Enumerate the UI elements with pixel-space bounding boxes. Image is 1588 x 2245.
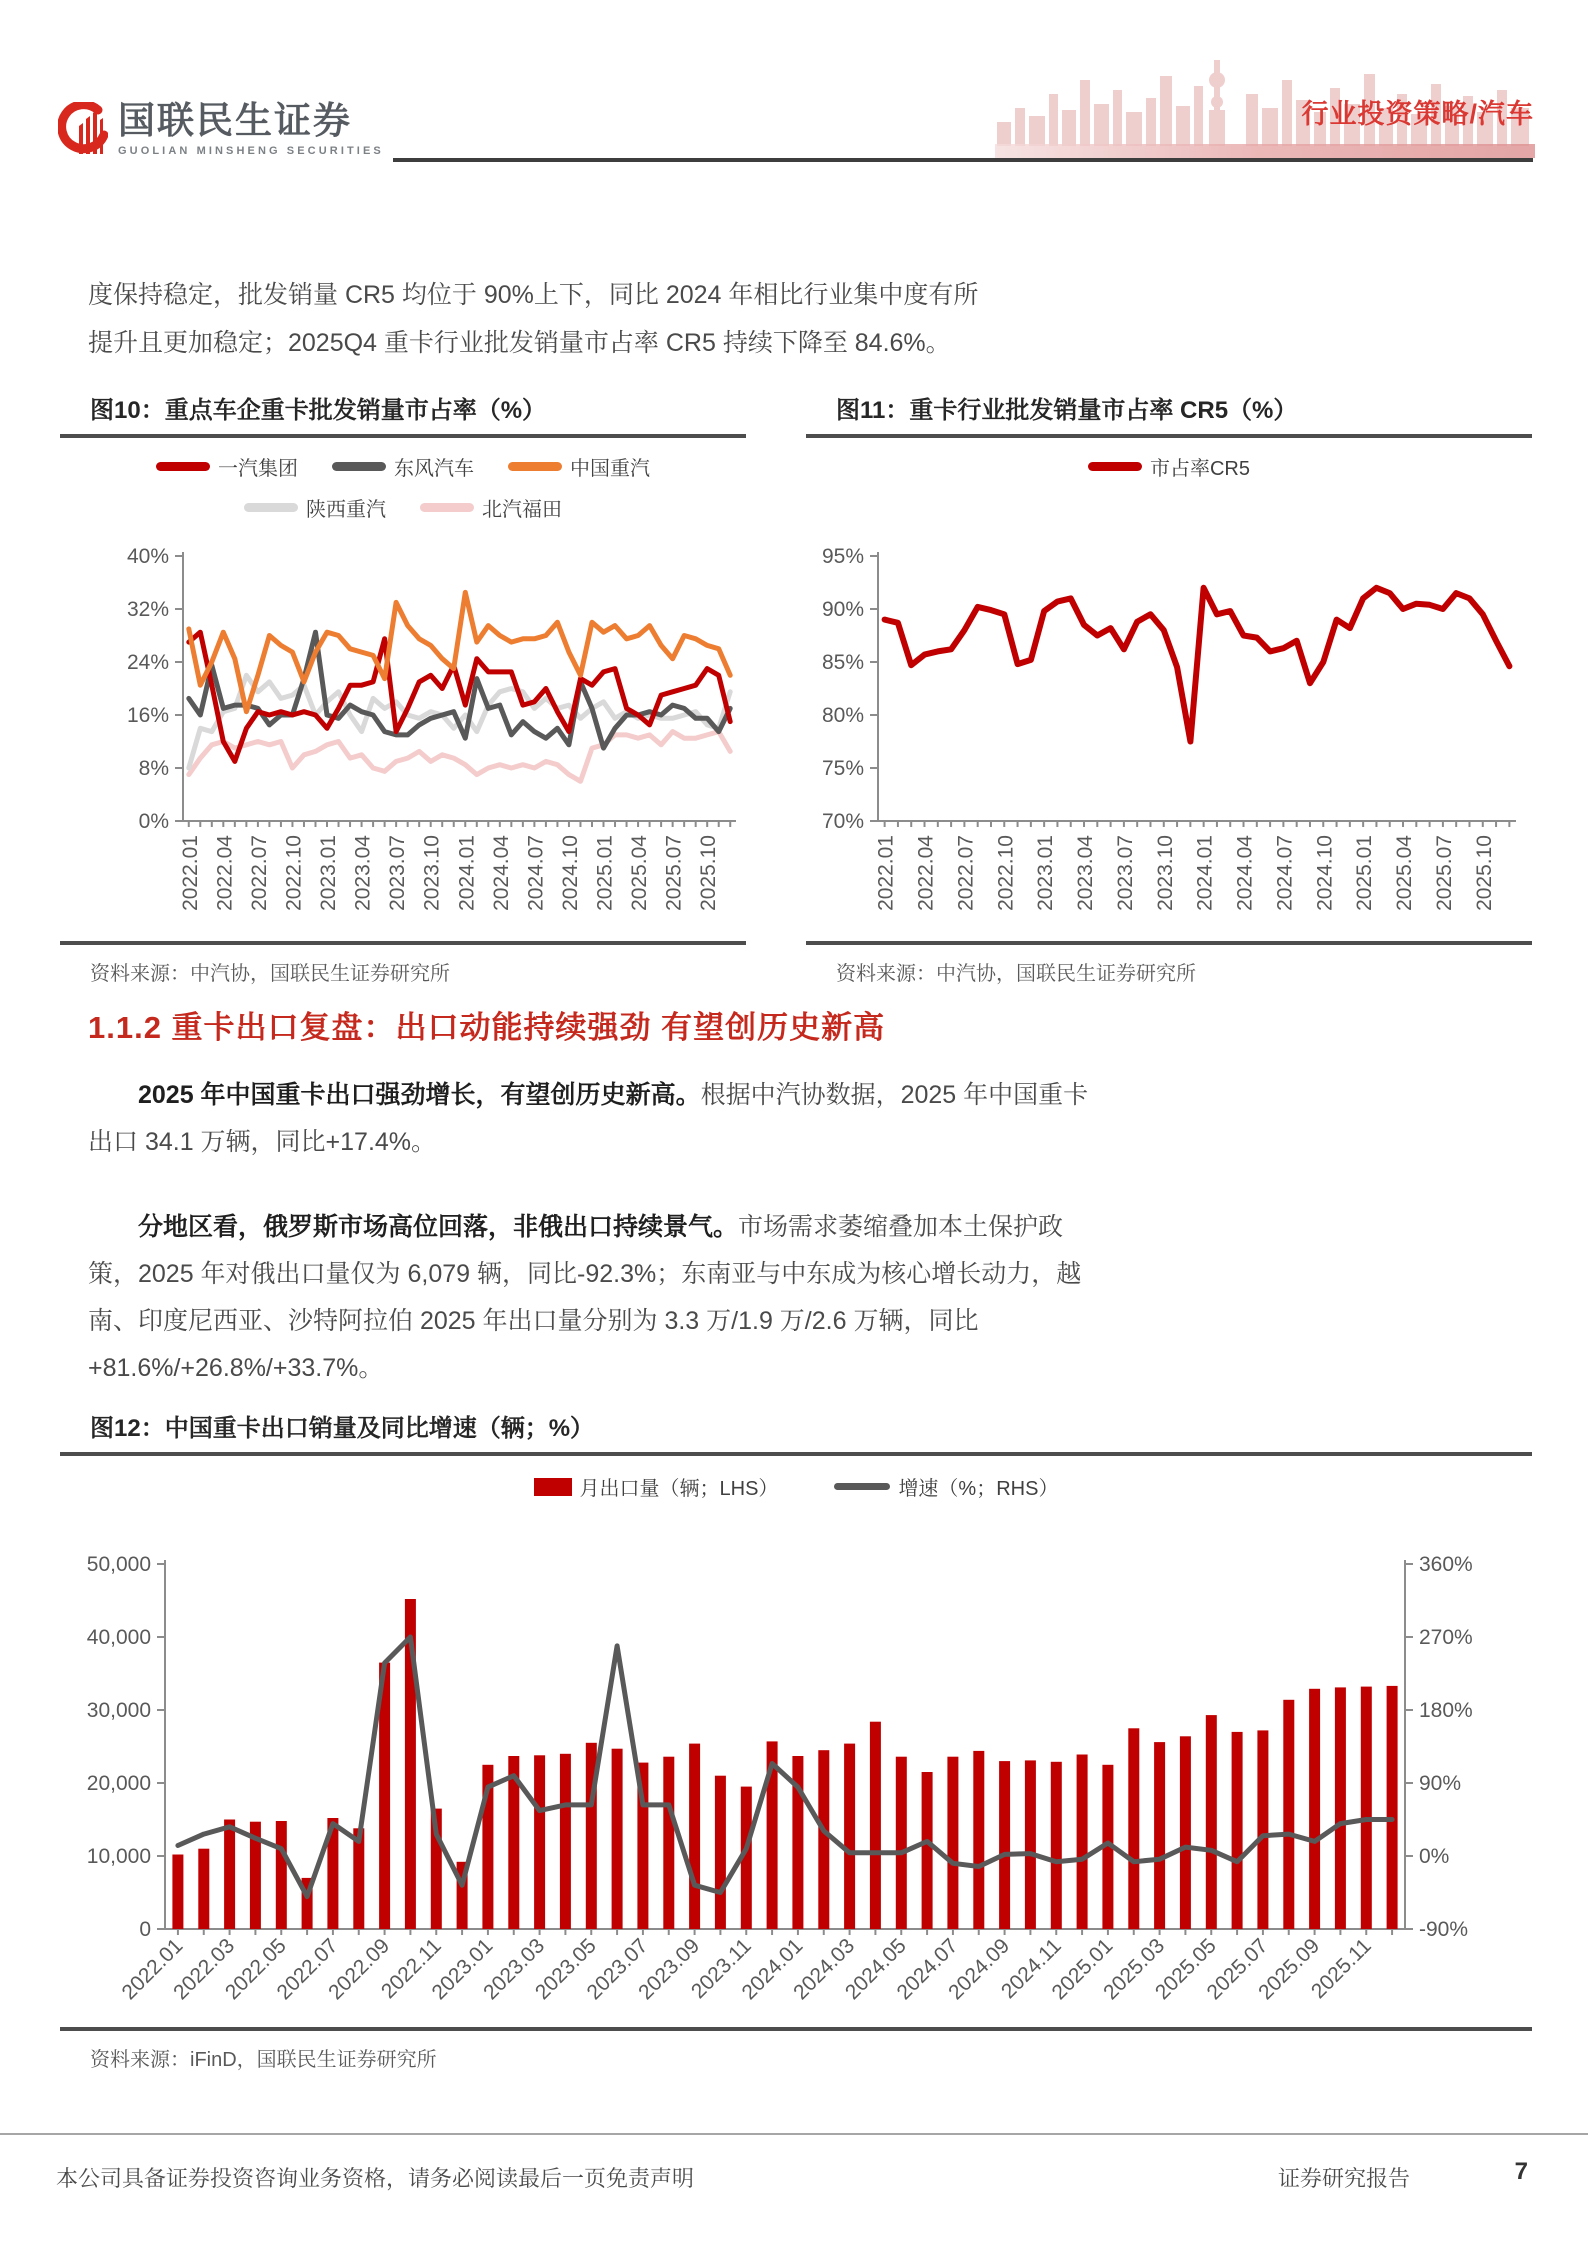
svg-text:2023.10: 2023.10 bbox=[1153, 835, 1177, 911]
legend-label: 中国重汽 bbox=[570, 458, 650, 480]
svg-text:40%: 40% bbox=[126, 545, 169, 568]
legend-item bbox=[156, 452, 298, 481]
svg-text:2025.01: 2025.01 bbox=[1353, 835, 1377, 911]
svg-text:360%: 360% bbox=[1419, 1553, 1473, 1576]
svg-text:24%: 24% bbox=[126, 651, 169, 674]
intro-line-2: 提升且更加稳定；2025Q4 重卡行业批发销量市占率 CR5 持续下降至 84.6%。 bbox=[88, 329, 951, 357]
paragraph-2-rest: 市场需求萎缩叠加本土保护政策，2025 年对俄出口量仅为 6,079 辆，同比-92.3%；东南亚与中东成为核心增长动力，越南、印度尼西亚、沙特阿拉伯 2025 年出口量分别为 3.3 万/1.9 万/2.6 万辆，同比+81.6%/+26.8%/+33.7%。 bbox=[88, 1213, 1082, 1382]
legend-bar-chip bbox=[534, 1478, 572, 1496]
svg-text:180%: 180% bbox=[1419, 1699, 1473, 1722]
brand-name-cn: 国联民生证券 bbox=[118, 100, 352, 141]
svg-text:2025.09: 2025.09 bbox=[1254, 1934, 1325, 2005]
svg-text:2022.04: 2022.04 bbox=[914, 835, 938, 911]
figure-11-bottom-rule bbox=[806, 941, 1532, 945]
svg-text:0: 0 bbox=[139, 1918, 151, 1941]
legend-label: 东风汽车 bbox=[394, 458, 474, 480]
svg-text:2024.01: 2024.01 bbox=[1193, 835, 1217, 911]
svg-text:2025.04: 2025.04 bbox=[1393, 835, 1417, 911]
svg-text:2024.01: 2024.01 bbox=[737, 1934, 808, 2005]
legend-item bbox=[244, 493, 386, 522]
svg-text:2023.05: 2023.05 bbox=[530, 1934, 601, 2005]
svg-text:2024.04: 2024.04 bbox=[489, 835, 513, 911]
svg-text:2025.10: 2025.10 bbox=[697, 835, 721, 911]
svg-text:2025.04: 2025.04 bbox=[628, 835, 652, 911]
figures-row bbox=[60, 396, 1532, 986]
svg-text:2023.09: 2023.09 bbox=[634, 1934, 705, 2005]
svg-text:2022.09: 2022.09 bbox=[324, 1934, 395, 2005]
svg-text:270%: 270% bbox=[1419, 1626, 1473, 1649]
svg-text:-90%: -90% bbox=[1419, 1918, 1469, 1941]
svg-text:2023.11: 2023.11 bbox=[686, 1934, 756, 2004]
section-heading: 1.1.2 重卡出口复盘：出口动能持续强劲 有望创历史新高 bbox=[88, 1010, 886, 1045]
legend-item bbox=[508, 452, 650, 481]
legend-label: 市占率CR5 bbox=[1149, 458, 1250, 480]
figure-11-legend bbox=[806, 438, 1532, 544]
svg-text:2023.01: 2023.01 bbox=[427, 1934, 498, 2005]
svg-text:2022.10: 2022.10 bbox=[994, 835, 1018, 911]
paragraph-1-bold: 2025 年中国重卡出口强劲增长，有望创历史新高。 bbox=[138, 1081, 701, 1109]
svg-text:32%: 32% bbox=[126, 598, 169, 621]
legend-item bbox=[1088, 452, 1250, 481]
svg-text:2022.03: 2022.03 bbox=[169, 1934, 240, 2005]
figure-10-bottom-rule bbox=[60, 941, 746, 945]
svg-text:2024.07: 2024.07 bbox=[892, 1934, 963, 2005]
figure-10 bbox=[60, 396, 746, 986]
svg-text:2022.04: 2022.04 bbox=[213, 835, 237, 911]
svg-text:40,000: 40,000 bbox=[86, 1626, 151, 1649]
figure-11-title: 图11：重卡行业批发销量市占率 CR5（%） bbox=[836, 397, 1298, 424]
svg-text:2022.05: 2022.05 bbox=[220, 1934, 291, 2005]
svg-text:2025.07: 2025.07 bbox=[662, 835, 686, 911]
legend-line-chip bbox=[508, 462, 562, 471]
svg-text:50,000: 50,000 bbox=[86, 1553, 151, 1576]
svg-text:2023.10: 2023.10 bbox=[420, 835, 444, 911]
svg-text:2024.11: 2024.11 bbox=[996, 1934, 1066, 2004]
legend-line-chip bbox=[420, 503, 474, 512]
footer-disclaimer: 本公司具备证券投资咨询业务资格，请务必阅读最后一页免责声明 bbox=[56, 2166, 695, 2191]
legend-label: 月出口量（辆；LHS） bbox=[579, 1478, 779, 1500]
legend-label: 陕西重汽 bbox=[306, 499, 386, 521]
report-category-tag: 行业投资策略/汽车 bbox=[1301, 99, 1534, 129]
figure-12-plot bbox=[60, 1524, 1532, 2027]
figure-12-source: 资料来源：iFinD，国联民生证券研究所 bbox=[90, 2049, 437, 2071]
paragraph-2-bold: 分地区看，俄罗斯市场高位回落，非俄出口持续景气。 bbox=[138, 1213, 739, 1241]
svg-text:2022.10: 2022.10 bbox=[282, 835, 306, 911]
svg-text:2023.04: 2023.04 bbox=[1074, 835, 1098, 911]
svg-text:2024.10: 2024.10 bbox=[558, 835, 582, 911]
svg-text:2023.04: 2023.04 bbox=[351, 835, 375, 911]
figure-10-legend bbox=[60, 438, 746, 544]
svg-text:2022.01: 2022.01 bbox=[874, 835, 898, 911]
intro-line-1: 度保持稳定，批发销量 CR5 均位于 90%上下，同比 2024 年相比行业集中度有所 bbox=[88, 281, 979, 309]
figure-10-source: 资料来源：中汽协，国联民生证券研究所 bbox=[90, 963, 450, 985]
svg-text:2024.05: 2024.05 bbox=[840, 1934, 911, 2005]
svg-text:2025.01: 2025.01 bbox=[1047, 1934, 1118, 2005]
svg-text:2022.01: 2022.01 bbox=[178, 835, 202, 911]
svg-text:90%: 90% bbox=[821, 598, 864, 621]
svg-text:10,000: 10,000 bbox=[86, 1845, 151, 1868]
svg-text:30,000: 30,000 bbox=[86, 1699, 151, 1722]
svg-text:8%: 8% bbox=[138, 757, 169, 780]
figure-11-source: 资料来源：中汽协，国联民生证券研究所 bbox=[836, 963, 1196, 985]
svg-text:2023.01: 2023.01 bbox=[1034, 835, 1058, 911]
svg-text:2023.07: 2023.07 bbox=[582, 1934, 653, 2005]
svg-text:20,000: 20,000 bbox=[86, 1772, 151, 1795]
legend-line-chip bbox=[332, 462, 386, 471]
figure-12-title: 图12：中国重卡出口销量及同比增速（辆；%） bbox=[90, 1415, 595, 1442]
svg-text:2022.07: 2022.07 bbox=[272, 1934, 343, 2005]
paragraph-1 bbox=[88, 1072, 1110, 1166]
legend-line-chip bbox=[834, 1483, 890, 1490]
svg-text:2022.07: 2022.07 bbox=[247, 835, 271, 911]
svg-text:90%: 90% bbox=[1419, 1772, 1462, 1795]
legend-item bbox=[534, 1472, 779, 1501]
paragraph-2 bbox=[88, 1204, 1110, 1392]
svg-text:2023.03: 2023.03 bbox=[479, 1934, 550, 2005]
figure-12 bbox=[60, 1414, 1532, 2072]
paragraph-1-rest: 根据中汽协数据，2025 年中国重卡出口 34.1 万辆，同比+17.4%。 bbox=[88, 1081, 1089, 1156]
svg-text:2025.01: 2025.01 bbox=[593, 835, 617, 911]
brand-flame-icon bbox=[58, 102, 108, 165]
svg-text:2025.05: 2025.05 bbox=[1150, 1934, 1221, 2005]
svg-text:85%: 85% bbox=[821, 651, 864, 674]
svg-text:2024.03: 2024.03 bbox=[789, 1934, 860, 2005]
brand-name-en: GUOLIAN MINSHENG SECURITIES bbox=[118, 145, 384, 157]
svg-text:2023.01: 2023.01 bbox=[317, 835, 341, 911]
legend-line-chip bbox=[156, 462, 210, 471]
legend-item bbox=[834, 1472, 1058, 1501]
svg-text:75%: 75% bbox=[821, 757, 864, 780]
figure-12-bottom-rule bbox=[60, 2027, 1532, 2031]
svg-text:2022.07: 2022.07 bbox=[954, 835, 978, 911]
svg-text:2024.07: 2024.07 bbox=[524, 835, 548, 911]
svg-text:2025.07: 2025.07 bbox=[1202, 1934, 1273, 2005]
legend-label: 一汽集团 bbox=[218, 458, 298, 480]
svg-text:2025.11: 2025.11 bbox=[1306, 1934, 1376, 2004]
brand-logo bbox=[58, 102, 384, 165]
figure-12-legend bbox=[60, 1456, 1532, 1524]
svg-text:2025.10: 2025.10 bbox=[1472, 835, 1496, 911]
legend-label: 增速（%；RHS） bbox=[898, 1478, 1059, 1500]
footer-page-number: 7 bbox=[1514, 2158, 1528, 2185]
intro-paragraph bbox=[88, 271, 1128, 367]
svg-text:2024.07: 2024.07 bbox=[1273, 835, 1297, 911]
legend-item bbox=[420, 493, 562, 522]
svg-text:0%: 0% bbox=[138, 810, 169, 833]
legend-item bbox=[332, 452, 474, 481]
figure-10-plot bbox=[60, 544, 746, 941]
svg-text:2024.04: 2024.04 bbox=[1233, 835, 1257, 911]
svg-text:80%: 80% bbox=[821, 704, 864, 727]
svg-text:2022.01: 2022.01 bbox=[117, 1934, 188, 2005]
svg-text:16%: 16% bbox=[126, 704, 169, 727]
header-divider bbox=[393, 158, 1533, 162]
svg-text:95%: 95% bbox=[821, 545, 864, 568]
svg-text:2023.07: 2023.07 bbox=[1113, 835, 1137, 911]
svg-text:70%: 70% bbox=[821, 810, 864, 833]
svg-text:2025.03: 2025.03 bbox=[1099, 1934, 1170, 2005]
svg-text:2024.10: 2024.10 bbox=[1313, 835, 1337, 911]
legend-line-chip bbox=[244, 503, 298, 512]
svg-text:2025.07: 2025.07 bbox=[1432, 835, 1456, 911]
figure-10-title: 图10：重点车企重卡批发销量市占率（%） bbox=[90, 397, 547, 424]
svg-text:0%: 0% bbox=[1419, 1845, 1450, 1868]
footer-divider bbox=[0, 2133, 1588, 2135]
figure-11 bbox=[806, 396, 1532, 986]
svg-text:2023.07: 2023.07 bbox=[386, 835, 410, 911]
svg-text:2024.01: 2024.01 bbox=[455, 835, 479, 911]
svg-text:2024.09: 2024.09 bbox=[944, 1934, 1015, 2005]
legend-line-chip bbox=[1088, 462, 1142, 471]
figure-11-plot bbox=[806, 544, 1532, 941]
footer-report-type: 证券研究报告 bbox=[1277, 2166, 1410, 2191]
svg-text:2022.11: 2022.11 bbox=[376, 1934, 446, 2004]
legend-label: 北汽福田 bbox=[482, 499, 562, 521]
